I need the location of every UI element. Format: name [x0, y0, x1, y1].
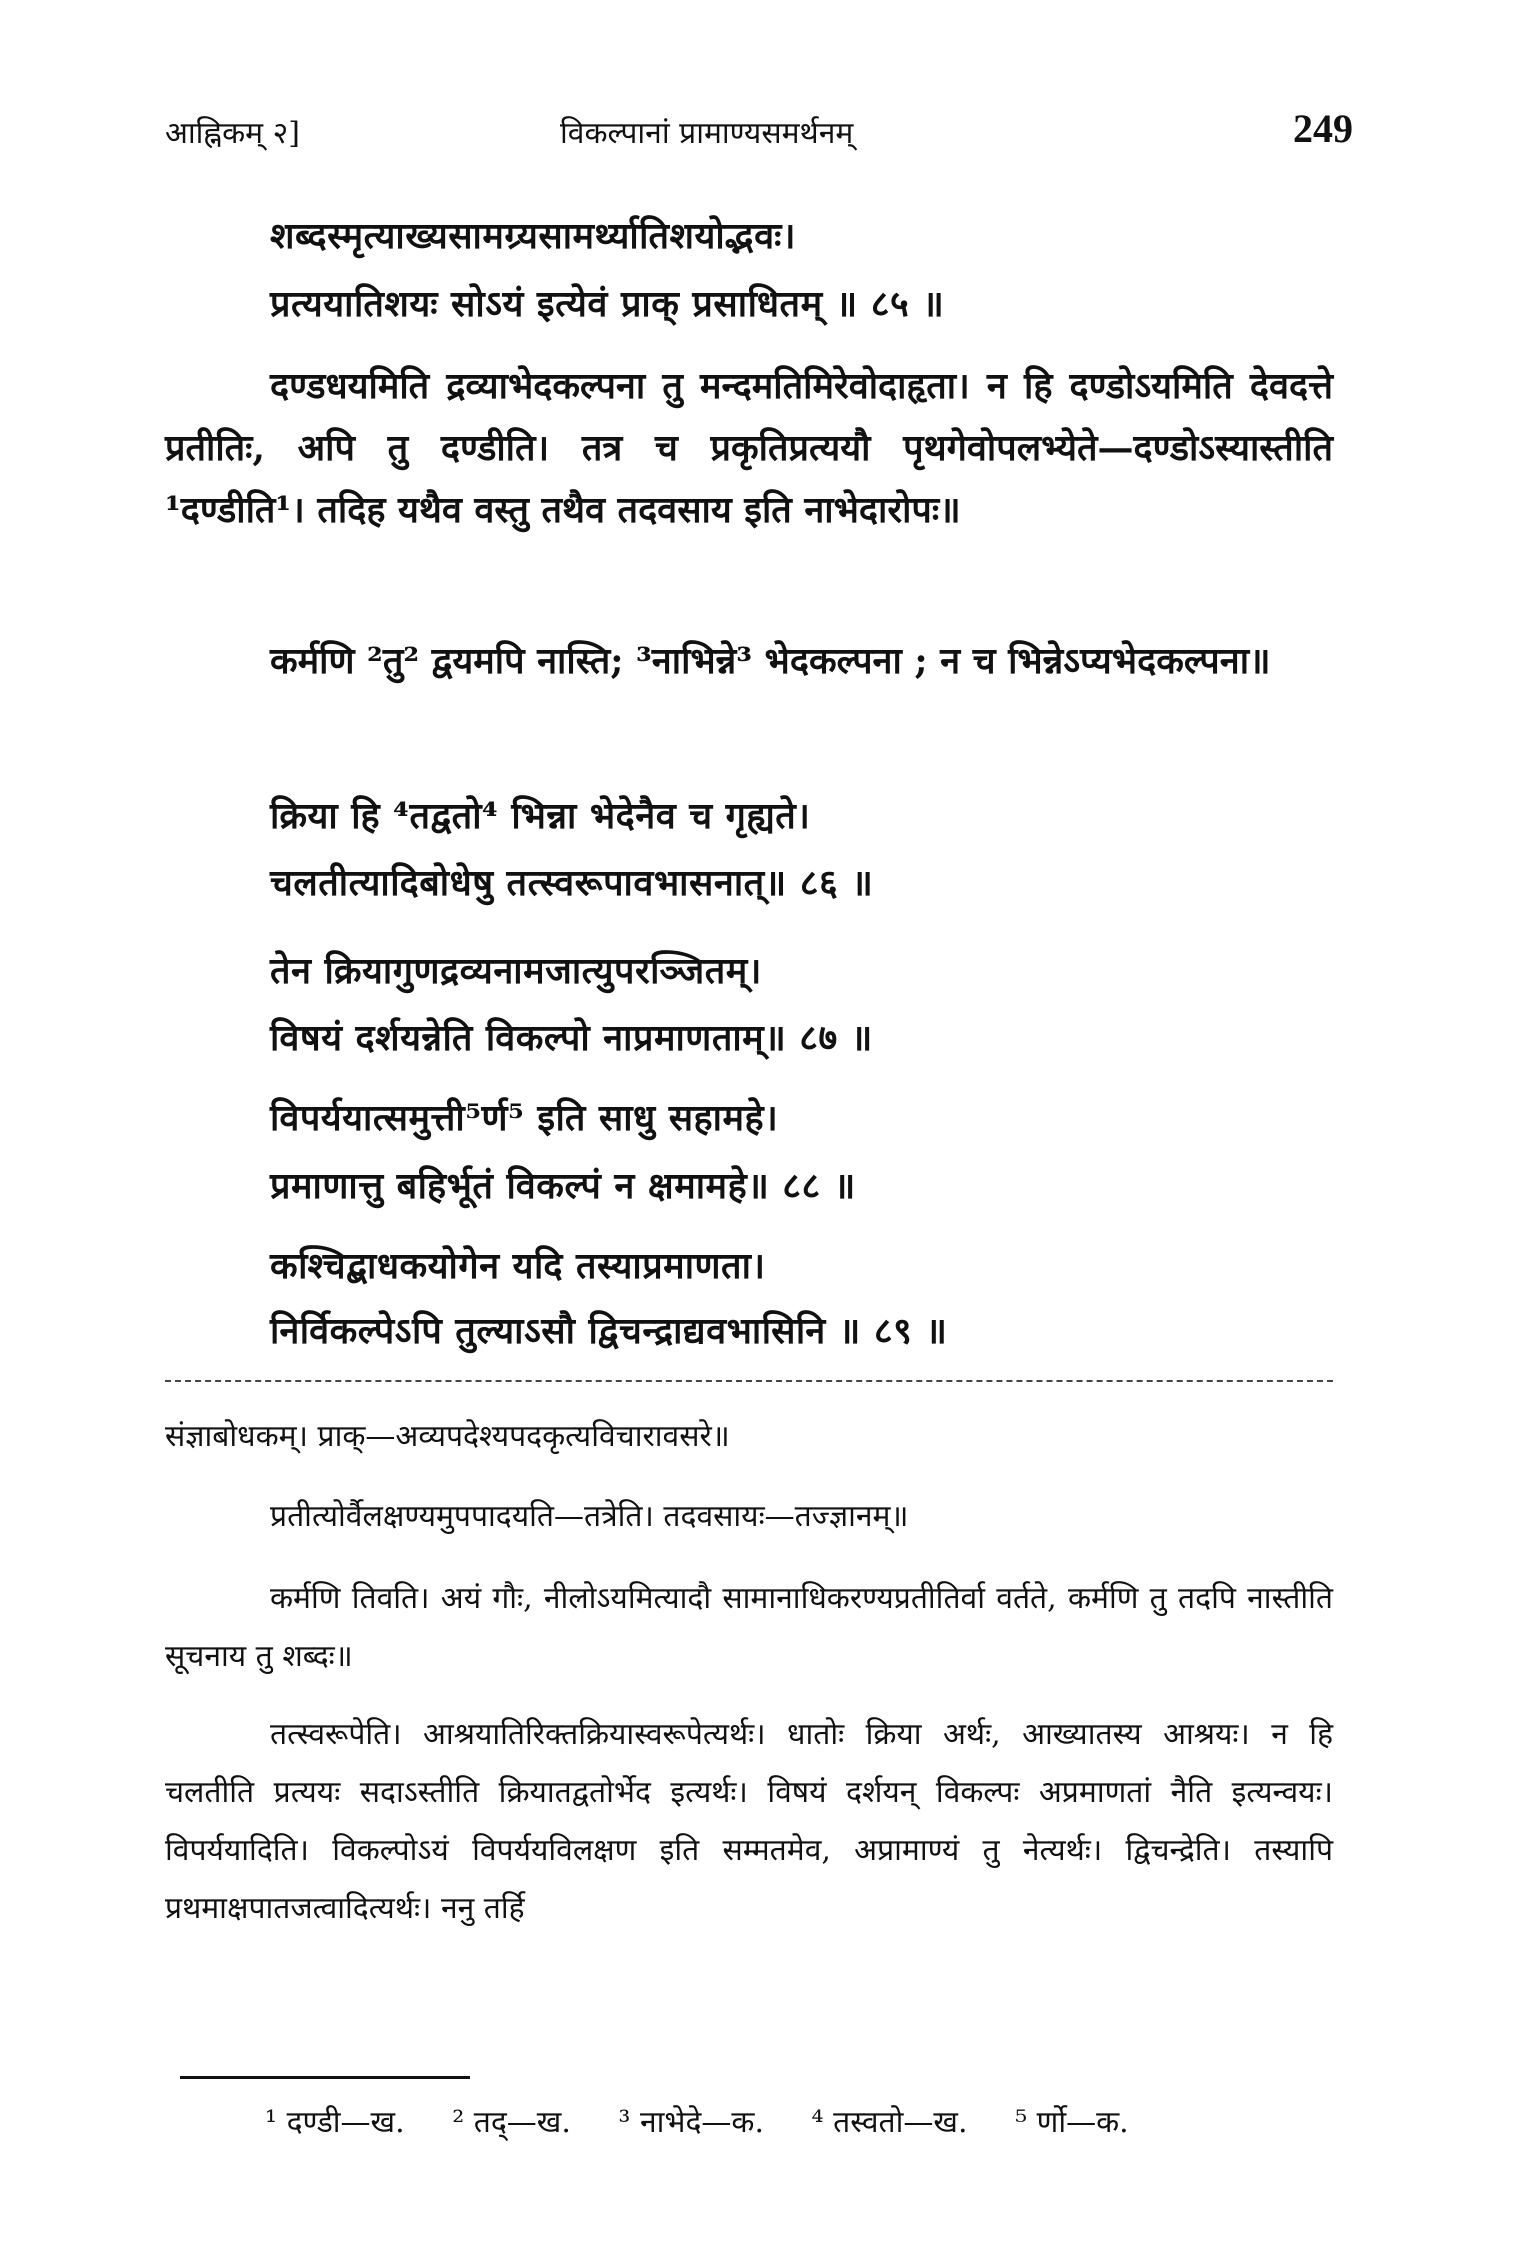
- verse-line: क्रिया हि ⁴तद्वतो⁴ भिन्ना भेदेनैव च गृह्यते।: [270, 795, 811, 837]
- verse-line: प्रमाणात्तु बहिर्भूतं विकल्पं न क्षमामहे॥ ८८ ॥: [270, 1165, 856, 1207]
- verse-line: तेन क्रियागुणद्रव्यनामजात्युपरञ्जितम्।: [270, 950, 762, 992]
- verse-line: विपर्ययात्समुत्ती⁵र्ण⁵ इति साधु सहामहे।: [270, 1097, 779, 1139]
- prose-paragraph: दण्डधयमिति द्रव्याभेदकल्पना तु मन्दमतिमिरेवोदाहृता। न हि दण्डोऽयमिति देवदत्ते प्रतीतिः, अपि तु दण्डीति। तत्र च प्रकृतिप्रत्ययौ पृथगेवोपलभ्येते—दण्डोऽस्यास्तीति ¹दण्डीति¹। तदिह यथैव वस्तु तथैव तदवसाय इति नाभेदारोपः॥: [165, 365, 1333, 531]
- footnote-rule: [180, 2076, 470, 2079]
- section-title: विकल्पानां प्रामाण्यसमर्थनम्: [560, 116, 854, 151]
- commentary-paragraph: संज्ञाबोधकम्। प्राक्—अव्यपदेश्यपदकृत्यविचारावसरे॥: [165, 1419, 730, 1454]
- running-header: [165, 105, 1353, 155]
- prose-paragraph: कर्मणि ²तु² द्वयमपि नास्ति; ³नाभिन्ने³ भेदकल्पना ; न च भिन्नेऽप्यभेदकल्पना॥: [270, 640, 1271, 682]
- verse-line: कश्चिद्बाधकयोगेन यदि तस्याप्रमाणता।: [270, 1245, 766, 1287]
- verse-line: प्रत्ययातिशयः सोऽयं इत्येवं प्राक् प्रसाधितम् ॥ ८५ ॥: [270, 283, 945, 325]
- commentary-paragraph: प्रतीत्योर्वैलक्षण्यमुपपादयति—तत्रेति। तदवसायः—तज्ज्ञानम्॥: [270, 1499, 909, 1534]
- page-number: 249: [1293, 106, 1353, 151]
- footnotes: [265, 2100, 1167, 2141]
- verse-line: शब्दस्मृत्याख्यसामग्र्यसामर्थ्यातिशयोद्भवः।: [270, 215, 797, 257]
- chapter-label: आह्निकम् २]: [165, 116, 300, 151]
- verse-line: चलतीत्यादिबोधेषु तत्स्वरूपावभासनात्॥ ८६ ॥: [270, 862, 874, 904]
- footnote: ³ नाभेदे—क.: [618, 2105, 764, 2140]
- commentary-paragraph: कर्मणि तिवति। अयं गौः, नीलोऽयमित्यादौ सामानाधिकरण्यप्रतीतिर्वा वर्तते, कर्मणि तु तदपि नास्तीति सूचनाय तु शब्दः॥: [165, 1581, 1333, 1674]
- footnote: ⁵ र्णो—क.: [1015, 2105, 1129, 2140]
- verse-line: निर्विकल्पेऽपि तुल्याऽसौ द्विचन्द्राद्यवभासिनि ॥ ८९ ॥: [270, 1310, 948, 1352]
- verse-line: विषयं दर्शयन्नेति विकल्पो नाप्रमाणताम्॥ ८७ ॥: [270, 1017, 873, 1059]
- footnote: ⁴ तस्वतो—ख.: [811, 2105, 968, 2140]
- footnote: ² तद्—ख.: [452, 2105, 571, 2140]
- commentary-paragraph: तत्स्वरूपेति। आश्रयातिरिक्तक्रियास्वरूपेत्यर्थः। धातोः क्रिया अर्थः, आख्यातस्य आश्रयः। न हि चलतीति प्रत्ययः सदाऽस्तीति क्रियातद्वतोर्भेद इत्यर्थः। विषयं दर्शयन् विकल्पः अप्रमाणतां नैति इत्यन्वयः। विपर्ययादिति। विकल्पोऽयं विपर्ययविलक्षण इति सम्मतमेव, अप्रामाण्यं तु नेत्यर्थः। द्विचन्द्रेति। तस्यापि प्रथमाक्षपातजत्वादित्यर्थः। ननु तर्हि: [165, 1717, 1333, 1926]
- footnote: ¹ दण्डी—ख.: [265, 2105, 405, 2140]
- commentary-divider: [165, 1380, 1333, 1382]
